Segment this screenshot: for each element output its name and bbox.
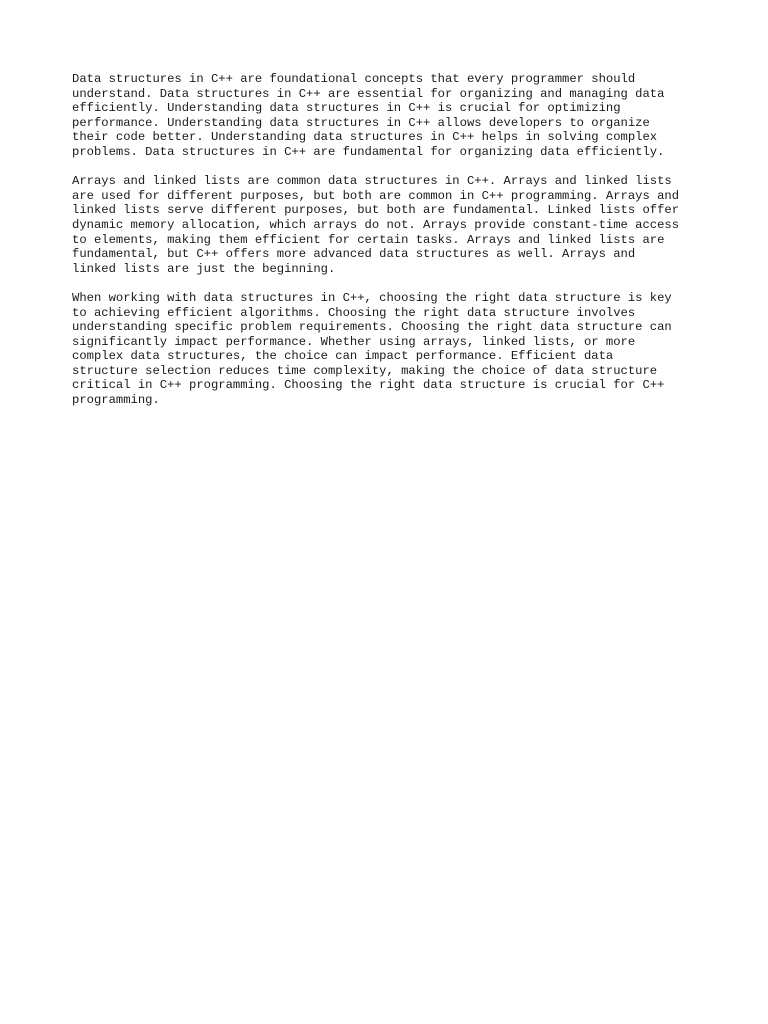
paragraph-arrays-linked-lists: Arrays and linked lists are common data structures in C++. Arrays and linked lists are used for different purposes, but both are common in C++ programming. Arrays and linked lists serve different purposes, but both are fundamental. Linked lists offer dynamic memory allocation, which arrays do not. Arrays provide constant-time access to elements, making them efficient for certain tasks. Arrays and linked lists are fundamental, but C++ offers more advanced data structures as well. Arrays and linked lists are just the beginning. (72, 174, 680, 276)
paragraph-intro: Data structures in C++ are foundational concepts that every programmer should understand. Data structures in C++ are essential for organizing and managing data efficiently. Understanding data structures in C++ is crucial for optimizing performance. Understanding data structures in C++ allows developers to organize their code better. Understanding data structures in C++ helps in solving complex problems. Data structures in C++ are fundamental for organizing data efficiently. (72, 72, 665, 159)
paragraph-choosing-structure: When working with data structures in C++, choosing the right data structure is key to achieving efficient algorithms. Choosing the right data structure involves understanding specific problem requirements. Choosing the right data structure can significantly impact performance. Whether using arrays, linked lists, or more complex data structures, the choice can impact performance. Efficient data structure selection reduces time complexity, making the choice of data structure critical in C++ programming. Choosing the right data structure is crucial for C++ programming. (72, 290, 672, 408)
document-page (72, 72, 712, 422)
